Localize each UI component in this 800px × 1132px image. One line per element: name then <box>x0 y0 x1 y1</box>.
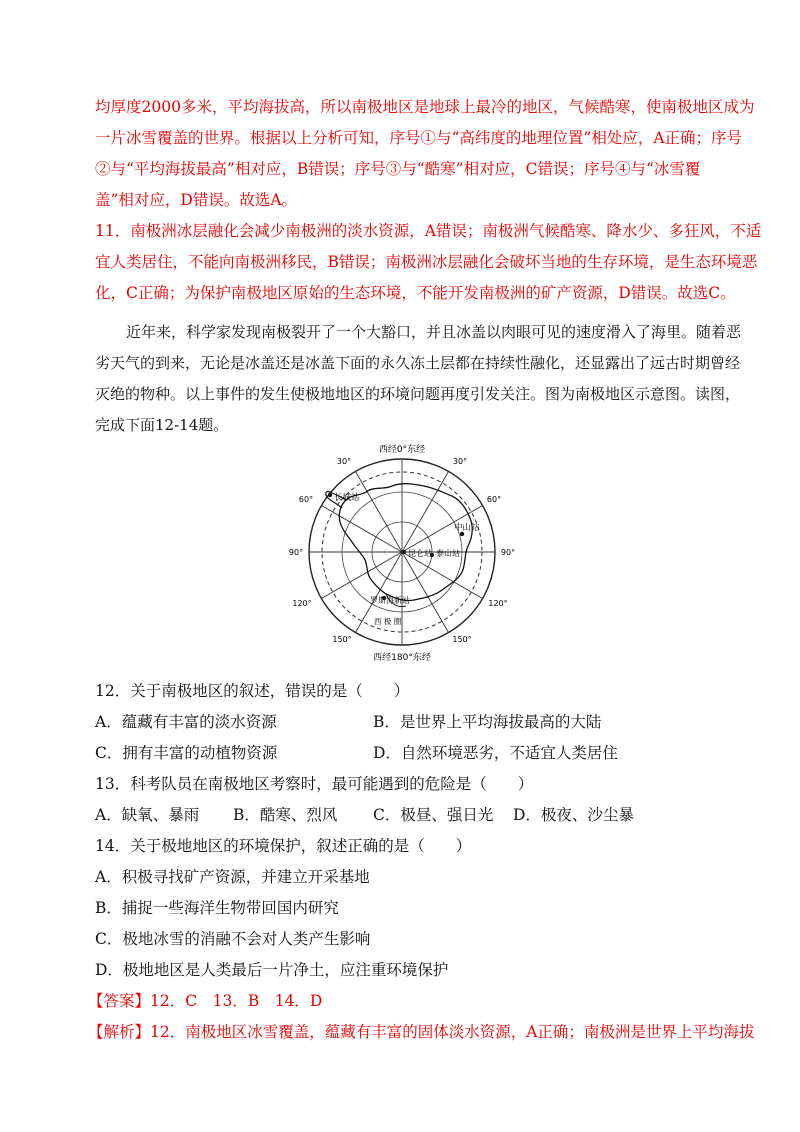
explanation-line-1: 均厚度2000多米，平均海拔高，所以南极地区是地球上最冷的地区，气候酷寒，使南极地区成为 <box>95 98 755 116</box>
q13-option-a[interactable]: A．缺氧、暴雨 <box>95 806 200 824</box>
q12-stem: 12．关于南极地区的叙述，错误的是（ ） <box>95 682 410 700</box>
antarctica-map <box>286 438 518 664</box>
q14-option-a[interactable]: A．积极寻找矿产资源，并建立开采基地 <box>95 868 370 886</box>
passage-line-2: 劣天气的到来，无论是冰盖还是冰盖下面的永久冻土层都在持续性融化，还显露出了远古时期曾经 <box>95 354 741 372</box>
answer-line <box>88 990 322 1012</box>
q13-option-c[interactable]: C．极昼、强日光 <box>373 806 494 824</box>
lon-90-left: 90° <box>288 548 304 557</box>
answer-tag: 【答案】 <box>88 992 151 1010</box>
q14-option-d[interactable]: D．极地地区是人类最后一片净土，应注重环境保护 <box>95 961 449 979</box>
zhongshan-label: 中山站 <box>454 523 480 533</box>
q12-option-d[interactable]: D．自然环境恶劣，不适宜人类居住 <box>373 744 618 762</box>
lon-120-right: 120° <box>488 599 508 608</box>
q14-option-c[interactable]: C．极地冰雪的消融不会对人类产生影响 <box>95 930 371 948</box>
lon-30-right: 30° <box>452 457 468 466</box>
analysis-line <box>88 1021 754 1043</box>
passage-line-1: 近年来，科学家发现南极裂开了一个大豁口，并且冰盖以肉眼可见的速度滑入了海里。随着恶 <box>126 323 742 341</box>
analysis-text: 12．南极地区冰雪覆盖，蕴藏有丰富的固体淡水资源，A正确；南极洲是世界上平均海拔 <box>150 1023 755 1041</box>
answer-text: 12．C 13．B 14．D <box>150 992 323 1010</box>
q12-option-c[interactable]: C．拥有丰富的动植物资源 <box>95 744 278 762</box>
explanation-line-2: 一片冰雪覆盖的世界。根据以上分析可知，序号①与“高纬度的地理位置”相处应，A正确；序号 <box>95 129 743 147</box>
explanation-line-6: 宜人类居住，不能向南极洲移民，B错误；南极洲冰层融化会破坏当地的生存环境，是生态环境恶 <box>95 253 758 271</box>
q12-option-a[interactable]: A．蕴藏有丰富的淡水资源 <box>95 713 277 731</box>
lon-60-left: 60° <box>298 495 314 504</box>
sea-label: 西 极 圈 <box>374 617 402 626</box>
kunlun-station-dot <box>402 550 406 554</box>
explanation-line-4: 盖”相对应，D错误。故选A。 <box>95 191 298 209</box>
kunlun-label: 昆仑站 <box>408 549 432 558</box>
q13-option-b[interactable]: B．酷寒、烈风 <box>233 806 338 824</box>
map-top-label: 西经0°东经 <box>378 445 426 455</box>
passage-line-3: 灭绝的物种。以上事件的发生使极地地区的环境问题再度引发关注。图为南极地区示意图。读图， <box>95 385 741 403</box>
changcheng-station-dot <box>328 493 332 497</box>
analysis-tag: 【解析】 <box>88 1023 151 1041</box>
q13-option-d[interactable]: D．极夜、沙尘暴 <box>513 806 634 824</box>
antarctica-map-svg <box>286 438 518 664</box>
ross-label: 罗斯海新站 <box>370 596 410 605</box>
lon-90-right: 90° <box>500 548 516 557</box>
explanation-line-5: 11．南极洲冰层融化会减少南极洲的淡水资源，A错误；南极洲气候酷寒、降水少、多狂风，不适 <box>95 222 762 240</box>
taishan-label: 泰山站 <box>436 549 460 558</box>
lon-120-left: 120° <box>292 599 312 608</box>
map-bottom-label: 西经180°东经 <box>373 653 431 663</box>
q14-stem: 14．关于极地地区的环境保护，叙述正确的是（ ） <box>95 837 472 855</box>
lon-150-left: 150° <box>332 635 352 644</box>
lon-150-right: 150° <box>452 635 472 644</box>
lon-30-left: 30° <box>336 457 352 466</box>
changcheng-label: 长城站 <box>334 493 360 503</box>
lon-60-right: 60° <box>486 495 502 504</box>
passage-line-4: 完成下面12-14题。 <box>95 416 229 434</box>
q12-option-b[interactable]: B．是世界上平均海拔最高的大陆 <box>373 713 602 731</box>
q13-stem: 13．科考队员在南极地区考察时，最可能遇到的危险是（ ） <box>95 775 534 793</box>
explanation-line-7: 化，C正确；为保护南极地区原始的生态环境，不能开发南极洲的矿产资源，D错误。故选C。 <box>95 284 736 302</box>
q14-option-b[interactable]: B．捕捉一些海洋生物带回国内研究 <box>95 899 339 917</box>
explanation-line-3: ②与“平均海拔最高”相对应，B错误；序号③与“酷寒”相对应，C错误；序号④与“冰雪覆 <box>95 160 701 178</box>
